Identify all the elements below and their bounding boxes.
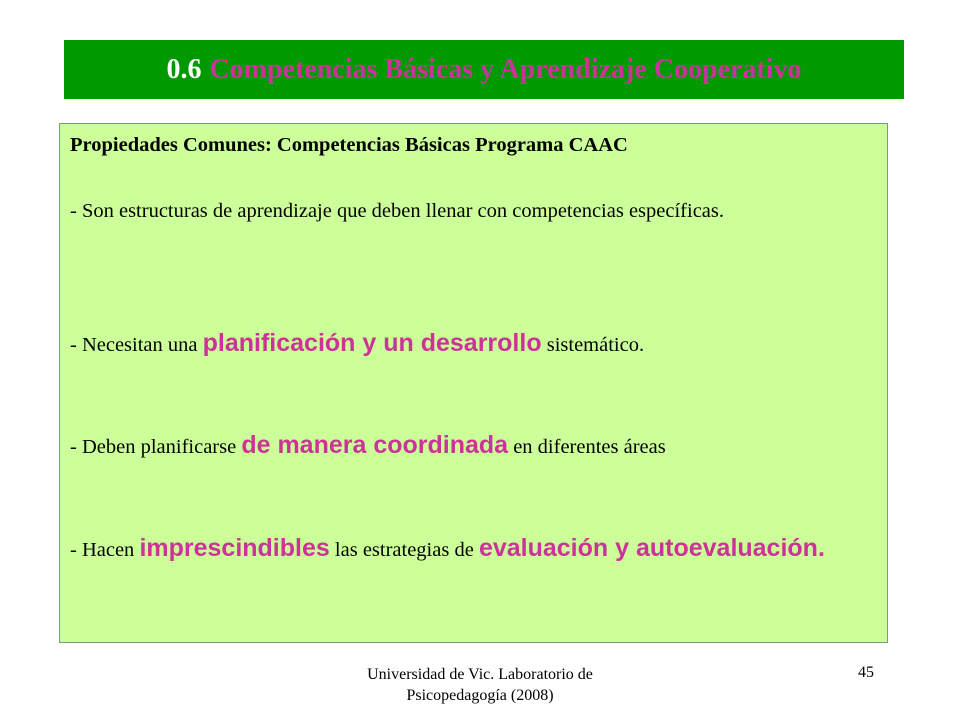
page-number: 45 xyxy=(858,664,874,681)
bullet-point-4-emphasis-2: evaluación y autoevaluación. xyxy=(478,534,825,562)
bullet-point-2-emphasis: planificación y un desarrollo xyxy=(202,329,542,357)
bullet-point-4-before: - Hacen xyxy=(70,539,140,561)
bullet-point-4 xyxy=(70,532,850,567)
title-number: 0.6 xyxy=(166,53,202,85)
bullet-point-4-emphasis-1: imprescindibles xyxy=(139,534,330,562)
bullet-point-3 xyxy=(70,430,666,463)
footer-source: Universidad de Vic. Laboratorio de Psicopedagogía (2008) xyxy=(367,666,593,704)
title-bar xyxy=(64,40,904,99)
bullet-point-1: - Son estructuras de aprendizaje que deben llenar con competencias específicas. xyxy=(70,200,724,222)
bullet-point-2 xyxy=(70,328,644,361)
bullet-point-3-after: en diferentes áreas xyxy=(508,436,666,458)
content-box xyxy=(59,123,888,643)
title-text: Competencias Básicas y Aprendizaje Cooperativo xyxy=(209,53,802,85)
bullet-point-2-before: - Necesitan una xyxy=(70,334,203,356)
bullet-point-3-before: - Deben planificarse xyxy=(70,436,242,458)
bullet-point-4-middle: las estrategias de xyxy=(329,539,479,561)
bullet-point-2-after: sistemático. xyxy=(541,334,645,356)
content-heading: Propiedades Comunes: Competencias Básicas Programa CAAC xyxy=(70,134,628,156)
bullet-point-3-emphasis: de manera coordinada xyxy=(241,431,509,459)
